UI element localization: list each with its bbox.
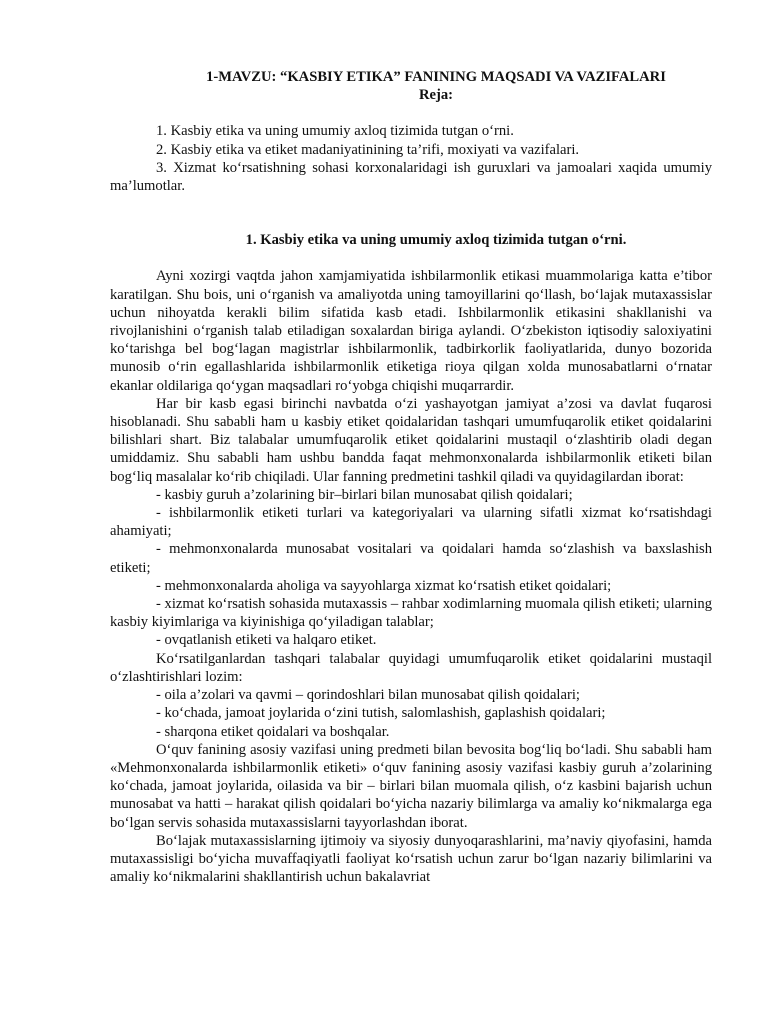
- paragraph: Ayni xozirgi vaqtda jahon xamjamiyatida ishbilarmonlik etikasi muammolariga katta e’tibor karatilgan. Shu bois, uni o‘rganish va amaliyotda uning tamoyillarini qo‘llash, bo‘lajak mutaxassislar uchun nihoyatda kerakli bilim sifatida kasb etadi. Ishbilarmonlik etikasini shakllanishi va rivojlanishini o‘rganish talab etiladigan soxalardan biriga aylandi. O‘zbekiston iqtisodiy saloxiyatini ko‘tarishga bel bog‘lagan magistrlar ishbilarmonlik, tadbirkorlik faoliyatlarida, dunyo bozorida munosib o‘rin egallashlarida ishbilarmonlik etiketiga rioya qilgan xolda munosabatlarni o‘rnatar ekanlar oldilariga qo‘ygan maqsadlari ro‘yobga chiqishi muqarrardir.: [110, 268, 712, 394]
- list-item: - ovqatlanish etiketi va halqaro etiket.: [156, 632, 377, 649]
- list-item: - mehmonxonalarda munosabat vositalari va qoidalari hamda so‘zlashish va baxslashish etiketi;: [110, 541, 712, 576]
- plan-item: 2. Kasbiy etika va etiket madaniyatinining ta’rifi, moxiyati va vazifalari.: [156, 141, 580, 158]
- list-item: - oila a’zolari va qavmi – qorindoshlari bilan munosabat qilish qoidalari;: [156, 687, 580, 704]
- paragraph: Ko‘rsatilganlardan tashqari talabalar quyidagi umumfuqarolik etiket qoidalarini mustaqil o‘zlashtirishlari lozim:: [110, 650, 712, 685]
- section-heading: 1. Kasbiy etika va uning umumiy axloq tizimida tutgan o‘rni.: [245, 232, 627, 249]
- plan-list: [110, 122, 712, 195]
- list-item: - ishbilarmonlik etiketi turlari va kategoriyalari va ularning sifatli xizmat ko‘rsatishdagi ahamiyati;: [110, 505, 712, 540]
- plan-item: 1. Kasbiy etika va uning umumiy axloq tizimida tutgan o‘rni.: [156, 123, 514, 140]
- paragraph: Bo‘lajak mutaxassislarning ijtimoiy va siyosiy dunyoqarashlarini, ma’naviy qiyofasini, hamda mutaxassisligi bo‘yicha muvaffaqiyatli faoliyat ko‘rsatish uchun zarur bo‘lgan nazariy bilimlarini va amaliy ko‘nikmalarini shakllantirish uchun bakalavriat: [110, 832, 712, 886]
- list-item: - mehmonxonalarda aholiga va sayyohlarga xizmat ko‘rsatish etiket qoidalari;: [156, 577, 612, 594]
- paragraph: Har bir kasb egasi birinchi navbatda o‘zi yashayotgan jamiyat a’zosi va davlat fuqarosi hisoblanadi. Shu sababli ham u kasbiy etiket qoidalaridan tashqari umumfuqarolik etiket qoidalarini bilishlari shart. Biz talabalar umumfuqarolik etiket qoidalarini mustaqil o‘zlashtirib oladi degan umiddamiz. Shu sababli ham ushbu bandda faqat mehmonxonalarda ishbilarmonlik etiketi bilan bog‘liq masalalar ko‘rib chiqiladi. Ular fanning predmetini tashkil qiladi va quyidagilardan iborat:: [110, 395, 712, 485]
- document-page: [110, 68, 712, 886]
- plan-heading: Reja:: [418, 87, 454, 104]
- list-item: - ko‘chada, jamoat joylarida o‘zini tutish, salomlashish, gaplashish qoidalari;: [156, 705, 606, 722]
- document-title: 1-MAVZU: “KASBIY ETIKA” FANINING MAQSADI VA VAZIFALARI: [206, 69, 666, 85]
- paragraph: O‘quv fanining asosiy vazifasi uning predmeti bilan bevosita bog‘liq bo‘ladi. Shu sababli ham «Mehmonxonalarda ishbilarmonlik etiketi» o‘quv fanining asosiy vazifasi kasbiy guruh a’zolarining ko‘chada, jamoat joylarida, oilasida va bir – birlari bilan muomala qilish, o‘z kasbini bajarish uchun munosabat va hatti – harakat qilish qoidalari bo‘yicha nazariy bilimlarga va amaliy ko‘nikmalarga ega bo‘lgan servis sohasida mutaxassislarni tayyorlashdan iborat.: [110, 741, 712, 831]
- body-text: [110, 267, 712, 886]
- list-item: - kasbiy guruh a’zolarining bir–birlari bilan munosabat qilish qoidalari;: [156, 486, 573, 503]
- list-item: - xizmat ko‘rsatish sohasida mutaxassis – rahbar xodimlarning muomala qilish etiketi; ularning kasbiy kiyimlariga va kiyinishiga qo‘yiladigan talablar;: [110, 596, 712, 631]
- plan-item: 3. Xizmat ko‘rsatishning sohasi korxonalaridagi ish guruxlari va jamoalari xaqida umumiy ma’lumotlar.: [110, 159, 712, 195]
- list-item: - sharqona etiket qoidalari va boshqalar.: [156, 723, 390, 740]
